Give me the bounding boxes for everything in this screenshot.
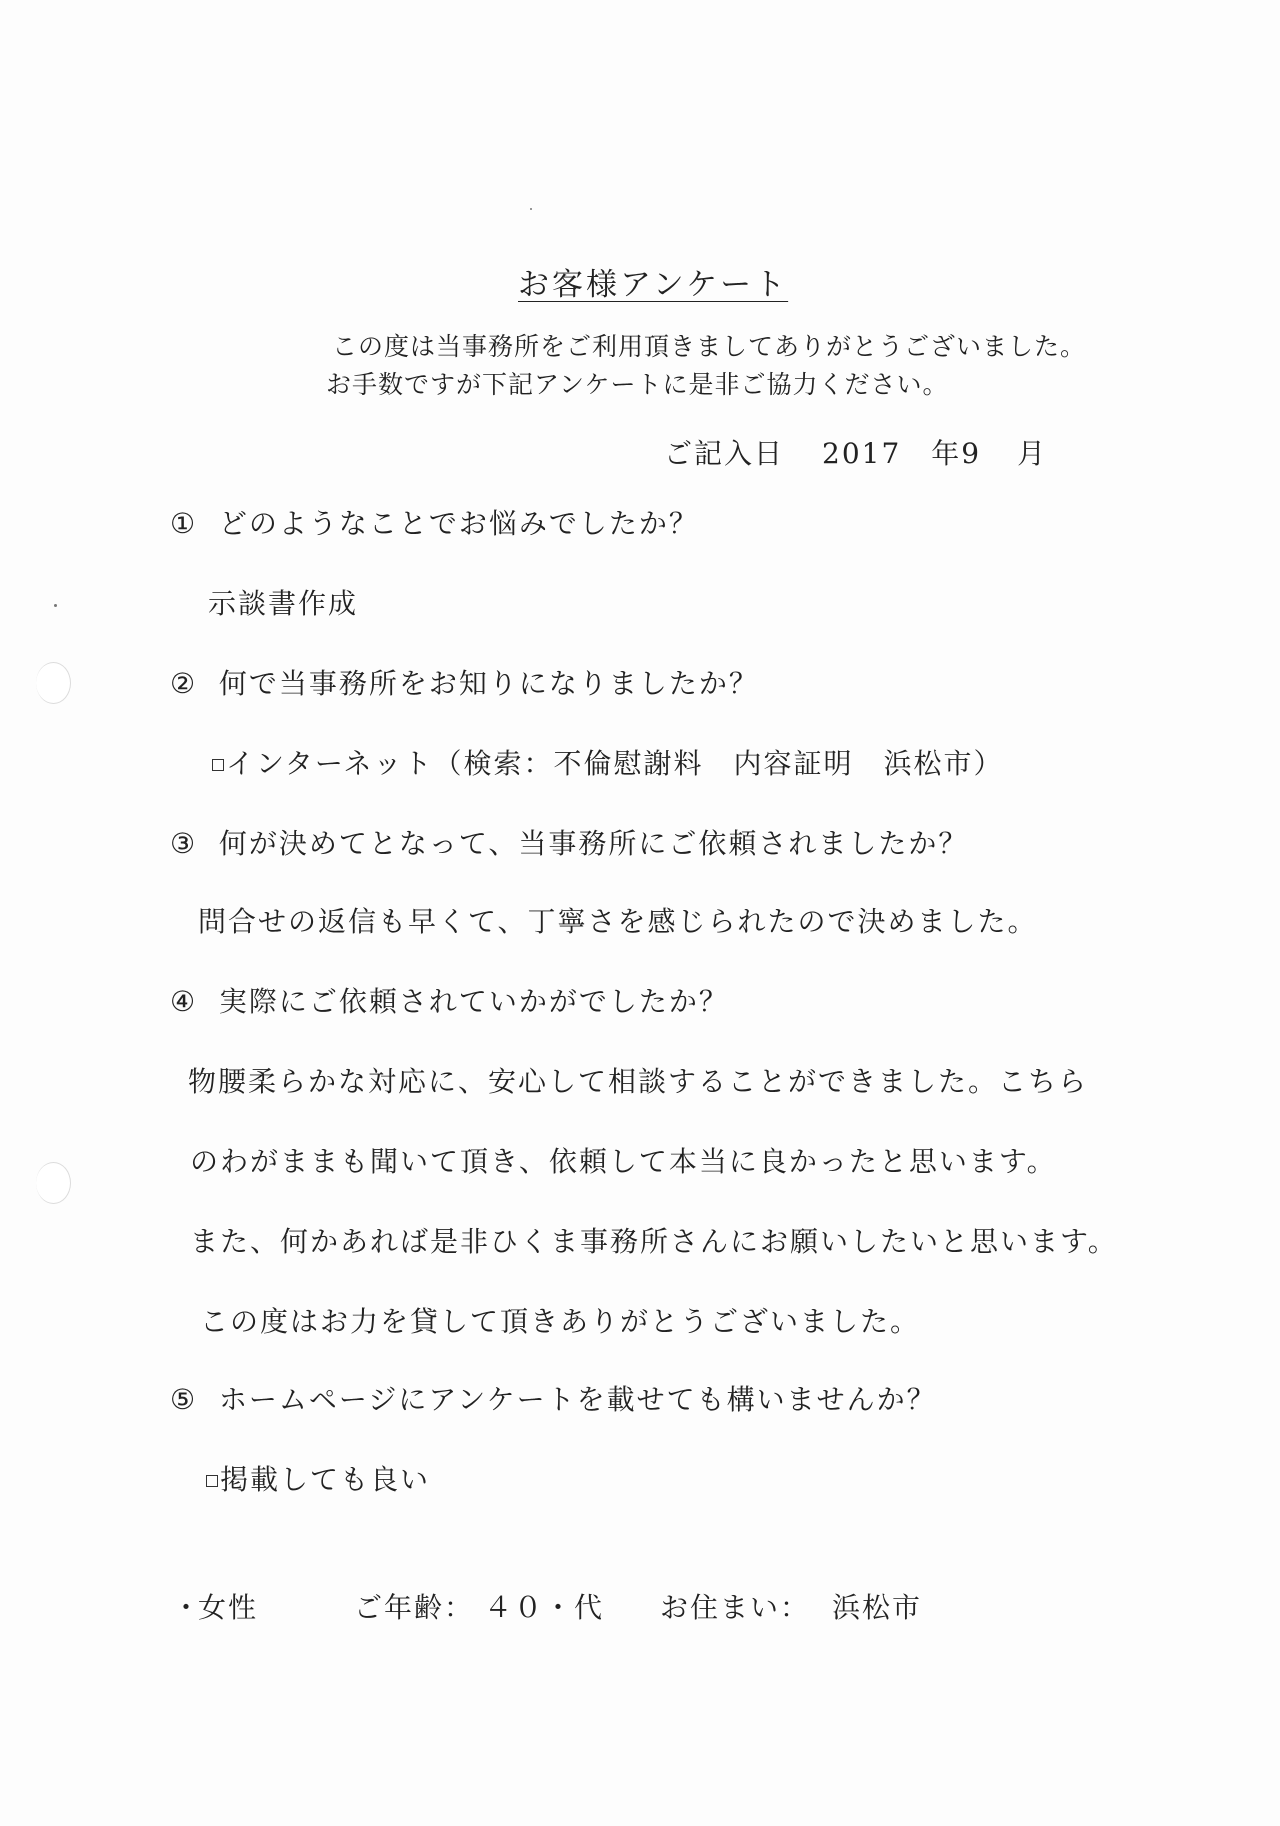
answer-4-line: 物腰柔らかな対応に、安心して相談することができました。こちら [188, 1065, 1089, 1098]
question-number: ⑤ [170, 1383, 198, 1416]
bullet: ・ [172, 1591, 203, 1624]
entry-date-month: 9 [961, 437, 982, 470]
question-text: 何が決めてとなって、当事務所にご依頼されましたか？ [218, 827, 969, 860]
question-4 [170, 985, 729, 1018]
punch-hole [36, 1162, 71, 1204]
entry-date-year: 2017 [822, 437, 902, 470]
respondent-address: 浜松市 [832, 1591, 923, 1624]
checkbox-icon [212, 759, 224, 771]
answer-3: 問合せの返信も早くて、丁寧さを感じられたので決めました。 [198, 905, 1038, 938]
question-number: ③ [170, 827, 198, 860]
checkbox-icon [206, 1475, 218, 1487]
question-3 [170, 827, 969, 860]
entry-date-label: ご記入日 [664, 437, 785, 470]
punch-hole [36, 662, 71, 704]
question-5 [170, 1383, 937, 1416]
question-text: 何で当事務所をお知りになりましたか？ [218, 667, 759, 700]
entry-date-month-unit: 月 [1017, 437, 1048, 470]
answer-4-line: また、何かあれば是非ひくま事務所さんにお願いしたいと思います。 [190, 1225, 1118, 1258]
answer-1: 示談書作成 [208, 587, 359, 620]
paper-speck [54, 604, 57, 607]
entry-date-year-unit: 年 [931, 437, 962, 470]
question-number: ① [170, 507, 198, 540]
question-text: 実際にご依頼されていかがでしたか？ [218, 985, 729, 1018]
question-number: ② [170, 667, 198, 700]
question-number: ④ [170, 985, 198, 1018]
answer-text: 掲載しても良い [220, 1463, 431, 1496]
question-2 [170, 667, 759, 700]
question-text: ホームページにアンケートを載せても構いませんか？ [218, 1383, 937, 1416]
intro-line: お手数ですが下記アンケートに是非ご協力ください。 [326, 370, 949, 399]
address-label: お住まい： [660, 1591, 811, 1624]
paper-speck [530, 208, 532, 210]
intro-line: この度は当事務所をご利用頂きましてありがとうございました。 [332, 332, 1087, 361]
question-1 [170, 507, 699, 540]
answer-text: インターネット（検索：不倫慰謝料 内容証明 浜松市） [226, 747, 1004, 780]
respondent-age: ４０・代 [484, 1591, 605, 1624]
answer-4-line: のわがままも聞いて頂き、依頼して本当に良かったと思います。 [190, 1145, 1057, 1178]
answer-4-line: この度はお力を貸して頂きありがとうございました。 [200, 1305, 921, 1338]
question-text: どのようなことでお悩みでしたか？ [218, 507, 699, 540]
age-label: ご年齢： [354, 1591, 475, 1624]
answer-2 [212, 747, 1004, 780]
answer-5 [206, 1463, 431, 1496]
respondent-gender: 女性 [198, 1591, 259, 1624]
page-title: お客様アンケート [518, 267, 789, 303]
entry-date [664, 432, 1047, 472]
